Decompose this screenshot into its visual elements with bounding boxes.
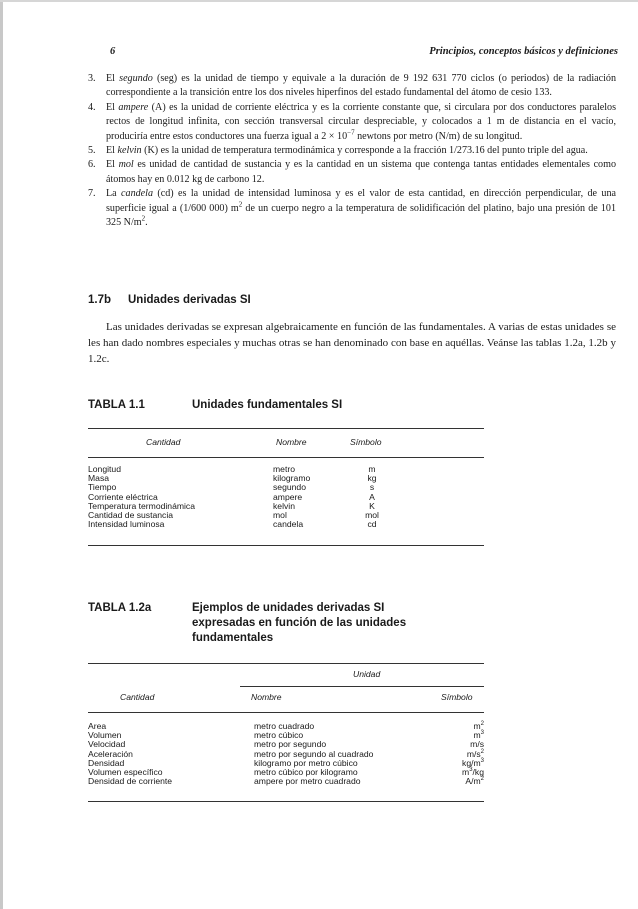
symbol-exponent: 3 (480, 730, 484, 737)
item-text: (K) es la unidad de temperatura termodinámica y corresponde a la fracción 1/273.16 del punto triple del agua. (141, 145, 588, 157)
table-title: Unidades fundamentales SI (192, 399, 343, 411)
item-term: segundo (119, 73, 153, 84)
table-cell: kilogramo (273, 473, 311, 484)
item-number: 7. (88, 188, 96, 200)
table-cell: Intensidad luminosa (88, 519, 165, 530)
symbol-exponent: 3 (480, 757, 484, 764)
table-cell: metro por segundo (254, 739, 327, 750)
table-cell: metro cúbico por kilogramo (254, 767, 358, 778)
table-cell: metro (273, 464, 295, 474)
list-item (88, 187, 616, 230)
table-cell: A (369, 491, 375, 502)
table-cell: candela (273, 519, 304, 530)
list-item (88, 101, 616, 144)
table-1-top-rule (88, 428, 484, 429)
symbol-suffix: /kg (472, 767, 484, 778)
scan-edge-left (0, 0, 3, 909)
table-cell: Densidad de corriente (88, 776, 173, 787)
header-cantidad: Cantidad (146, 437, 181, 447)
item-text: de un cuerpo negro a la temperatura de solidificación del platino, bajo una presión de 101 325 N/m (106, 202, 617, 229)
item-term: kelvin (117, 145, 142, 157)
column-simbolo (350, 465, 394, 529)
item-text: newtons por metro (N/m) de su longitud. (354, 130, 523, 142)
table-cell: Volumen específico (88, 767, 163, 778)
table-cell: mol (365, 510, 379, 521)
table-cell: Temperatura termodinámica (88, 500, 195, 511)
table-cell: Velocidad (88, 739, 126, 750)
item-text: El (106, 145, 118, 157)
column-cantidad (88, 722, 172, 786)
table-label: TABLA 1.2a (88, 602, 152, 614)
item-text: El (106, 101, 119, 113)
symbol-exponent: 3 (469, 767, 473, 774)
column-nombre (254, 722, 373, 786)
table-1-header (88, 438, 484, 450)
symbol-exponent: 2 (480, 721, 484, 728)
table-1-header-rule (88, 457, 484, 458)
table-cell: kilogramo por metro cúbico (254, 757, 358, 768)
column-simbolo (434, 722, 484, 786)
superscript: 2 (238, 200, 243, 209)
running-title: Principios, conceptos básicos y definiciones (429, 46, 618, 57)
table-1-bottom-rule (88, 545, 484, 546)
list-item (88, 144, 616, 158)
table-cell: K (369, 500, 375, 511)
symbol-base: m/s (470, 739, 484, 750)
header-nombre: Nombre (276, 437, 307, 447)
item-number: 6. (88, 159, 96, 171)
table-cell: cd (367, 519, 377, 530)
table-2-caption (88, 601, 608, 649)
table-cell: Aceleración (88, 748, 133, 759)
item-number: 3. (88, 73, 96, 84)
item-number: 5. (88, 145, 96, 157)
table-2-body (88, 722, 484, 790)
symbol-base: m (473, 721, 481, 731)
symbol-exponent: 2 (480, 748, 484, 755)
table-cell: Densidad (88, 757, 125, 768)
table-cell: kelvin (273, 500, 295, 511)
superscript: −7 (347, 128, 355, 137)
item-term: candela (121, 188, 153, 200)
table-title: Ejemplos de unidades derivadas SI expresadas en función de las unidades fundamentales (192, 602, 407, 644)
table-2-unidad-header (88, 670, 484, 682)
table-cell: metro cuadrado (254, 721, 315, 731)
table-cell: metro cúbico (254, 730, 304, 741)
table-2-top-rule (88, 663, 484, 664)
list-item (88, 158, 616, 187)
item-text: (A) es la unidad de corriente eléctrica y es la corriente constante que, si circulara por dos conductores paralelos rectos de longitud infinita, con sección transversal circular despreciable, y colocados a 1 m de distancia en el vacío, produciría entre estos conductores una fuerza igual a 2 × 10 (106, 101, 617, 142)
item-text: El (106, 159, 119, 171)
table-cell: ampere (273, 491, 303, 502)
table-label: TABLA 1.1 (88, 399, 145, 411)
item-text: . (145, 217, 148, 229)
table-2-bottom-rule (88, 801, 484, 802)
symbol-exponent: 2 (480, 776, 484, 783)
column-nombre (273, 465, 310, 529)
table-cell: ampere por metro cuadrado (254, 776, 361, 787)
item-term: ampere (118, 101, 149, 113)
item-number: 4. (88, 101, 96, 113)
list-item (88, 72, 616, 101)
symbol-base: m (473, 730, 481, 741)
table-2-unidad-rule (240, 686, 484, 687)
body-paragraph: Las unidades derivadas se expresan algebraicamente en función de las fundamentales. A varias de estas unidades se les han dado nombres especiales y muchas otras se han denominado con base en aquéllas. Veánse las tablas 1.2a, 1.2b y 1.2c. (88, 321, 616, 365)
table-cell: m (368, 464, 376, 474)
header-unidad: Unidad (353, 669, 381, 679)
table-cell: kg (367, 473, 377, 484)
table-1-body (88, 465, 484, 533)
table-cell: segundo (273, 482, 306, 493)
item-text: (cd) es la unidad de intensidad luminosa y es el valor de esta cantidad, en dirección perpendicular, de una superficie igual a (1/600 000) m (106, 188, 616, 214)
section-number: 1.7b (88, 294, 112, 306)
section-title: Unidades derivadas SI (128, 294, 251, 306)
item-text: El (106, 73, 120, 84)
symbol-base: m (462, 767, 470, 778)
section-heading (88, 294, 251, 306)
page-header (110, 46, 618, 62)
table-cell: Area (88, 721, 107, 731)
header-nombre: Nombre (251, 692, 282, 702)
table-cell: Cantidad de sustancia (88, 510, 174, 521)
column-cantidad (88, 465, 195, 529)
header-cantidad: Cantidad (120, 692, 155, 702)
table-cell: Longitud (88, 464, 121, 474)
table-cell: Masa (88, 473, 110, 484)
table-cell: s (369, 482, 375, 493)
superscript: 2 (141, 214, 146, 223)
symbol-base: kg/m (462, 757, 481, 768)
header-simbolo: Símbolo (441, 692, 473, 702)
scan-edge-top (0, 0, 638, 2)
table-cell: Tiempo (88, 482, 117, 493)
symbol-base: A/m (465, 776, 481, 787)
table-2-header (88, 693, 484, 705)
table-cell: Corriente eléctrica (88, 491, 158, 502)
symbol-base: m/s (466, 748, 481, 759)
table-cell: mol (273, 510, 287, 521)
header-simbolo: Símbolo (350, 437, 382, 447)
table-cell: Volumen (88, 730, 122, 741)
item-text: es unidad de cantidad de sustancia y es la cantidad en un sistema que contenga tantas entidades elementales como átomos hay en 0.012 kg de carbono 12. (106, 159, 616, 185)
item-text: (seg) es la unidad de tiempo y equivale a la duración de 9 192 631 770 ciclos (o periodos) de la radiación correspondiente a la transición entre los dos niveles hiperfinos del estado fundamental del átomo de cesio 133. (106, 73, 616, 99)
table-cell: metro por segundo al cuadrado (254, 748, 374, 759)
item-text: La (106, 188, 122, 200)
table-1-caption (88, 398, 608, 413)
item-term: mol (118, 159, 134, 171)
definitions-list (88, 72, 616, 230)
table-2-header-rule (88, 712, 484, 713)
page-number: 6 (110, 46, 116, 57)
table-cell (434, 777, 484, 786)
